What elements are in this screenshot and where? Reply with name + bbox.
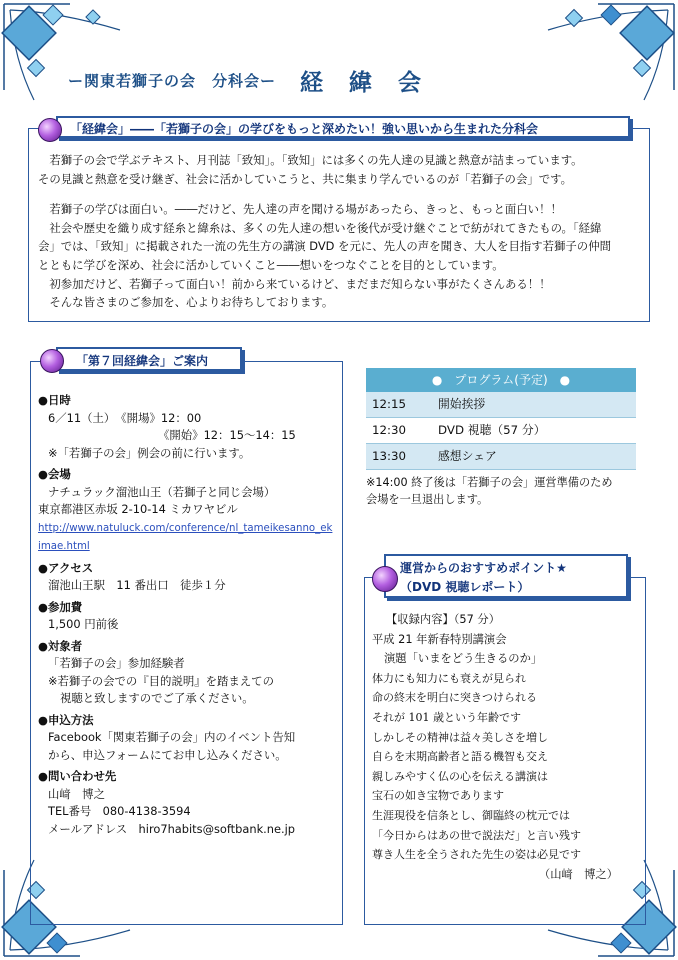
access-label: ●アクセス: [38, 560, 94, 575]
report-line: 生涯現役を信条とし、御臨終の枕元では: [372, 808, 570, 822]
program-time: 12:15: [372, 397, 406, 411]
purple-orb-icon: [38, 118, 62, 142]
contact-label: ●問い合わせ先: [38, 769, 117, 783]
intro-paragraph: 初参加だけど、若獅子って面白い！前から来ているけど、まだまだ知らない事がたくさんある！！: [38, 276, 551, 291]
venue-link-continued[interactable]: imae.html: [38, 541, 90, 552]
intro-paragraph: 若獅子の学びは面白い。――だけど、先人達の声を聞ける場があったら、きっと、もっと面白い！！: [38, 202, 562, 217]
event-start: 《開始》12：15～14：15: [158, 428, 296, 442]
intro-paragraph: その見識と熱意を受け継ぎ、社会に活かしていこうと、共に集まり学んでいるのが「若獅子の会」です。: [38, 171, 572, 186]
target-note: ※若獅子の会での『目的説明』を踏まえての: [48, 673, 274, 688]
venue-label: ●会場: [38, 467, 71, 481]
report-line: 「今日からはあの世で説法だ」と言い残す: [372, 828, 581, 842]
lecture-name: 平成 21 年新春特別講演会: [372, 632, 507, 646]
apply-info-continued: から、申込フォームにてお申し込みください。: [48, 747, 287, 762]
contact-tel: TEL番号 080-4138-3594: [48, 804, 191, 818]
target-value: 「若獅子の会」参加経験者: [48, 656, 185, 670]
apply-info: Facebook「関東若獅子の会」内のイベント告知: [48, 730, 296, 744]
program-item: 開始挨拶: [438, 397, 486, 411]
report-line: 命の終末を明白に突きつけられる: [372, 691, 537, 705]
corner-ornament-top-right: [508, 0, 678, 110]
report-line: 親しみやすく仏の心を伝える講演は: [372, 769, 548, 783]
program-row: [366, 392, 636, 418]
date-label: ●日時: [38, 393, 71, 407]
date-note: ※「若獅子の会」例会の前に行います。: [48, 445, 251, 460]
purple-orb-icon: [372, 566, 398, 592]
intro-paragraph: 社会や歴史を織り成す経糸と緯糸は、多くの先人達の想いを後代が受け継ぐことで紡がれてきたもの。「経緯: [38, 220, 602, 235]
content-label: 【収録内容】（57 分）: [386, 613, 500, 626]
report-line: しかしその精神は益々美しさを増し: [372, 730, 548, 744]
intro-heading: 「経緯会」――「若獅子の会」の学びをもっと深めたい！強い思いから生まれた分科会: [56, 116, 630, 138]
apply-label: ●申込方法: [38, 712, 94, 727]
event-heading: 「第７回経緯会」ご案内: [56, 347, 242, 371]
report-line: それが 101 歳という年齢です: [372, 710, 521, 724]
header-subtitle: ー関東若獅子の会 分科会ー: [68, 72, 277, 90]
intro-paragraph: 会」では、「致知」に掲載された一流の先生方の講演 DVD を元に、先人の声を聞き、大人を目指す若獅子の仲間: [38, 239, 611, 254]
program-row: [366, 418, 636, 444]
program-heading: ● プログラム(予定) ●: [366, 368, 636, 392]
fee-value: 1,500 円前後: [48, 617, 119, 631]
recommend-heading: [384, 554, 628, 598]
venue-address: 東京都港区赤坂 2-10-14 ミカワヤビル: [38, 502, 238, 516]
program-note: [366, 474, 642, 508]
report-line: 体力にも知力にも衰えが見られ: [372, 671, 526, 685]
program-table: [366, 368, 636, 470]
signature: （山﨑 博之）: [538, 867, 618, 881]
recommend-heading-line: （DVD 視聴レポート）: [400, 580, 530, 594]
venue-link[interactable]: http://www.natuluck.com/conference/nl_tameikesanno_ek: [38, 522, 333, 534]
access-info: 溜池山王駅 11 番出口 徒歩１分: [48, 578, 226, 592]
target-label: ●対象者: [38, 638, 83, 653]
program-time: 13:30: [372, 449, 406, 463]
target-note-continued: 視聴と致しますのでご了承ください。: [60, 691, 254, 705]
program-note-line: 会場を一旦退出します。: [366, 493, 489, 506]
venue-name: ナチュラック溜池山王（若獅子と同じ会場）: [48, 484, 276, 499]
contact-name: 山﨑 博之: [48, 786, 105, 801]
intro-paragraph: そんな皆さまのご参加を、心よりお待ちしております。: [38, 295, 334, 310]
corner-ornament-top-left: [0, 0, 150, 110]
event-date: 6／11（土） 《開場》12：00: [48, 410, 202, 425]
program-item: 感想シェア: [438, 449, 497, 463]
purple-orb-icon: [40, 349, 64, 373]
intro-paragraph: 若獅子の会で学ぶテキスト、月刊誌「致知」。「致知」には多くの先人達の見識と熱意が詰まっています。: [38, 153, 583, 167]
report-line: 宝石の如き宝物であります: [372, 789, 504, 803]
intro-paragraph: とともに学びを深め、社会に活かしていくこと――想いをつなぐことを目的としています。: [38, 257, 504, 272]
program-row: [366, 444, 636, 470]
recommend-heading-line: 運営からのおすすめポイント★: [400, 561, 567, 575]
program-note-line: ※14:00 終了後は「若獅子の会」運営準備のため: [366, 476, 613, 489]
report-line: 自らを末期高齢者と語る機智も交え: [372, 750, 548, 764]
recommend-body: [372, 610, 636, 884]
report-line: 尊き人生を全うされた先生の姿は必見です: [372, 848, 581, 862]
contact-mail: メールアドレス hiro7habits@softbank.ne.jp: [48, 821, 296, 836]
fee-label: ●参加費: [38, 599, 83, 614]
page-title: 経 緯 会: [300, 70, 431, 96]
lecture-theme: 演題「いまをどう生きるのか」: [384, 652, 543, 666]
intro-body: [38, 151, 644, 312]
program-item: DVD 視聴（57 分）: [438, 423, 546, 437]
program-time: 12:30: [372, 423, 406, 437]
event-details: [38, 388, 338, 838]
